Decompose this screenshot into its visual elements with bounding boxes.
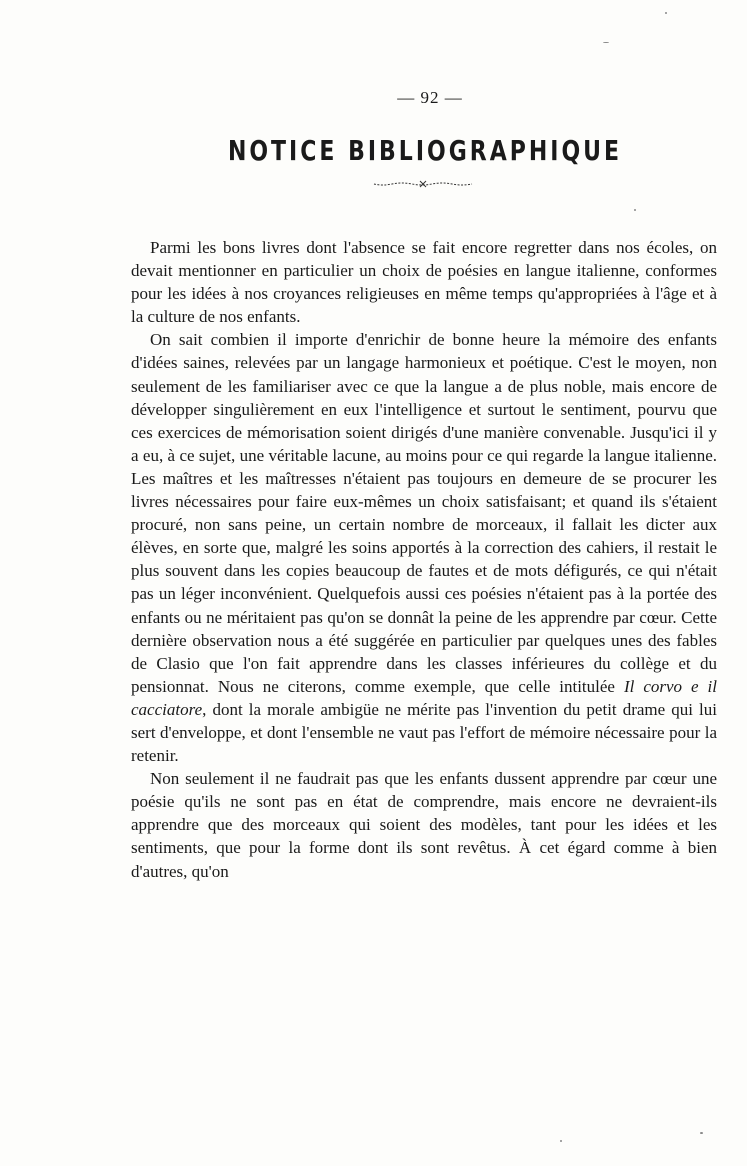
paragraph: Parmi les bons livres dont l'absence se fait encore regretter dans nos écoles, on devait mentionner en particulier un choix de poésies en langue italienne, conformes pour les idées à nos croyances religieuses en même temps qu'appropriées à l'âge et à la culture de nos enfants. [131, 238, 717, 327]
paragraph-text: On sait combien il importe d'enrichir de bonne heure la mémoire des enfants d'idées saines, relevées par un langage harmonieux et poétique. C'est le moyen, non seulement de les familiariser avec ce que la langue a de plus noble, mais encore de développer singulièrement en eux l'intelligence et surtout le sentiment, pourvu que ces exercices de mémorisation soient dirigés d'une manière convenable. Jusqu'ici il y a eu, à ce sujet, une véritable lacune, au moins pour ce qui regarde la langue italienne. Les maîtres et les maîtresses n'étaient pas toujours en demeure de se procurer les livres nécessaires pour faire eux-mêmes un choix satisfaisant; et quand ils s'étaient procuré, non sans peine, un certain nombre de morceaux, il fallait les dicter aux élèves, en sorte que, malgré les soins apportés à la correction des cahiers, il restait le plus souvent dans les copies beaucoup de fautes et de mots défigurés, ce qui n'était pas un léger inconvénient. Quelquefois aussi ces poésies n'étaient pas à la portée des enfants ou ne méritaient pas qu'on se donnât la peine de les apprendre par cœur. Cette dernière observation nous a été suggérée en particulier par quelques unes des fables de Clasio que l'on fait apprendre dans les classes inférieures du collège et du pensionnat. Nous ne citerons, comme exemple, que celle intitulée [131, 330, 717, 696]
paper-speck [634, 209, 636, 211]
paper-speck [603, 42, 609, 43]
paragraph [131, 328, 717, 767]
paragraph-text-continued: , dont la morale ambigüe ne mérite pas l'invention du petit drame qui lui sert d'enveloppe, et dont l'ensemble ne vaut pas l'effort de mémoire nécessaire pour la retenir. [131, 699, 717, 766]
body-text [131, 236, 717, 883]
page-number: — 92 — [397, 88, 463, 107]
page-title: NOTICE BIBLIOGRAPHIQUE [227, 136, 623, 168]
title-ornament [372, 180, 474, 188]
paper-speck [560, 1140, 562, 1142]
italic-title: Il corvo e il cacciatore [131, 676, 718, 719]
paragraph: Non seulement il ne faudrait pas que les enfants dussent apprendre par cœur une poésie qu'ils ne sont pas en état de comprendre, mais encore ne devraient-ils apprendre que des morceaux qui soient des modèles, tant pour les idées et les sentiments, que pour la forme dont ils sont revêtus. À cet égard comme à bien d'autres, qu'on [131, 769, 717, 881]
paper-speck [700, 1132, 703, 1134]
paper-speck [665, 12, 667, 14]
